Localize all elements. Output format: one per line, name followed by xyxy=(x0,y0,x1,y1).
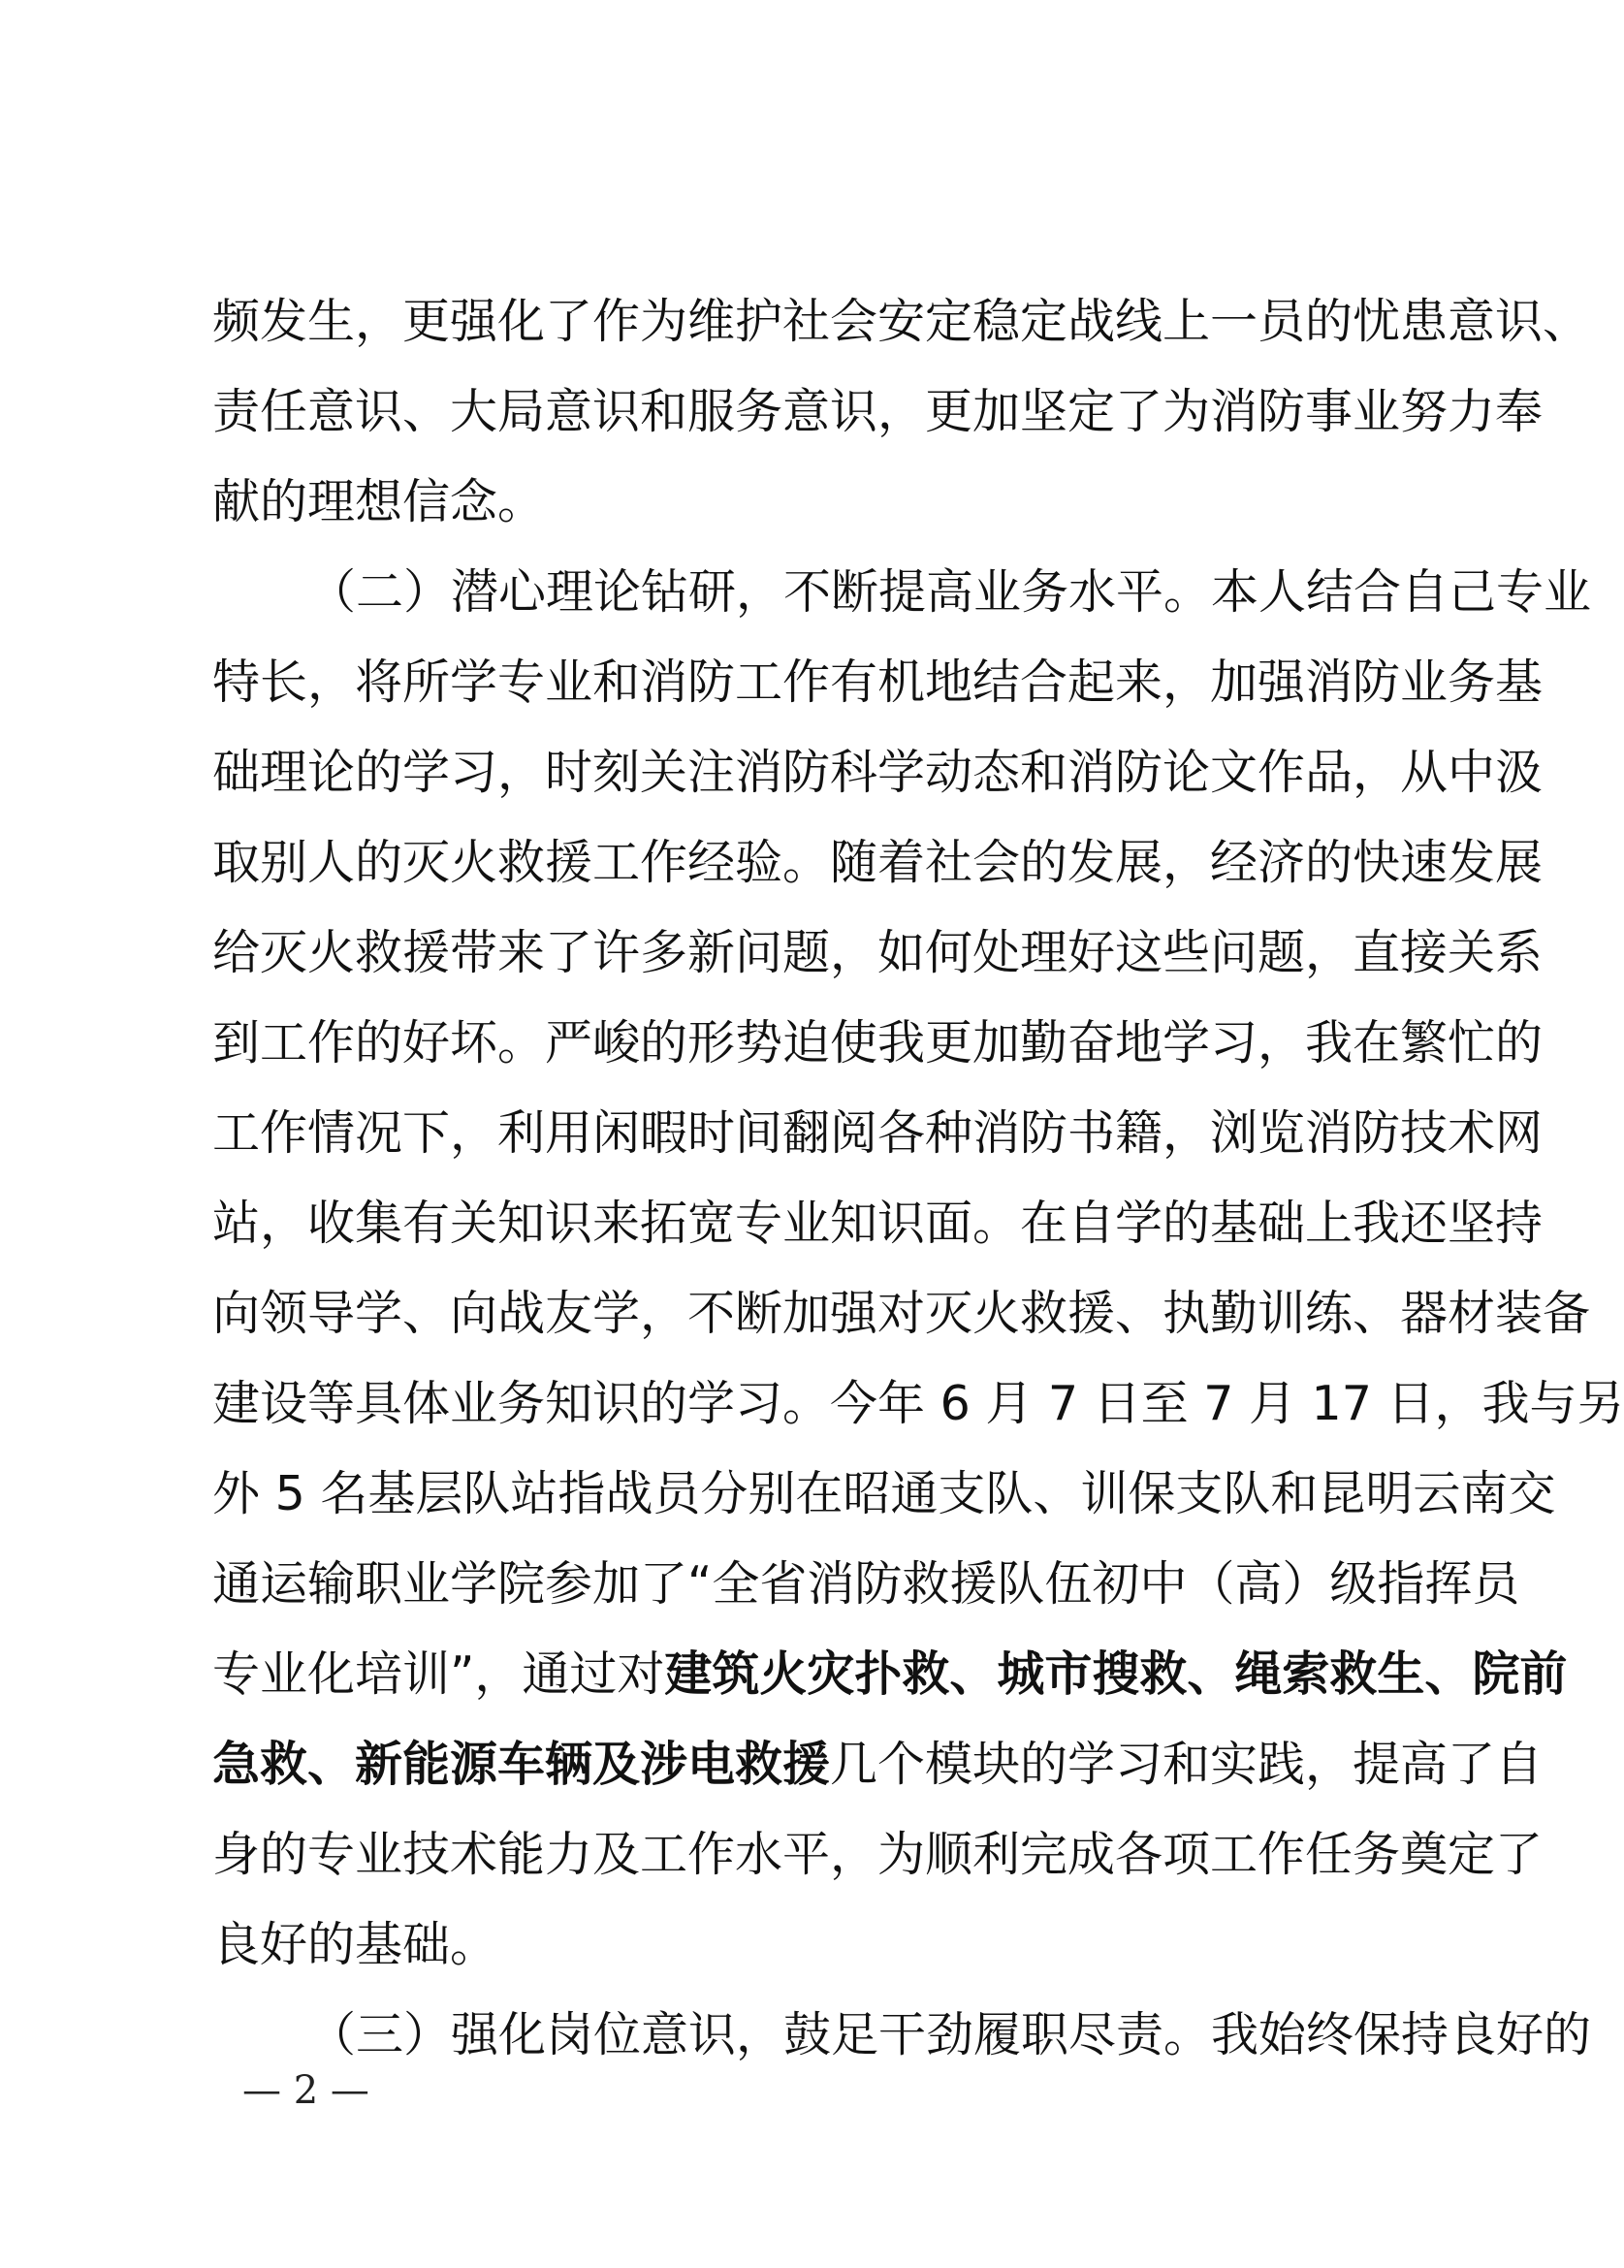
text-line: 向领导学、向战友学，不断加强对灭火救援、执勤训练、器材装备 xyxy=(212,1286,1591,1341)
text-line: 责任意识、大局意识和服务意识，更加坚定了为消防事业努力奉 xyxy=(212,384,1544,439)
paragraph-heading-line: （三）强化岗位意识，鼓足干劲履职尽责。我始终保持良好的 xyxy=(308,2007,1592,2062)
text-line-mixed xyxy=(212,1631,1568,1718)
text-run: 专业化培训”，通过对 xyxy=(212,1646,665,1702)
bold-text-run: 建筑火灾扑救、城市搜救、绳索救生、院前 xyxy=(664,1646,1568,1702)
text-line: 频发生，更强化了作为维护社会安定稳定战线上一员的忧患意识、 xyxy=(212,294,1591,349)
text-line: 站，收集有关知识来拓宽专业知识面。在自学的基础上我还坚持 xyxy=(212,1196,1544,1251)
bold-text-run: 急救、新能源车辆及涉电救援 xyxy=(212,1737,831,1792)
page-number: — 2 — xyxy=(242,2068,369,2113)
text-line: 献的理想信念。 xyxy=(212,474,546,529)
text-line: 通运输职业学院参加了“全省消防救援队伍初中（高）级指挥员 xyxy=(212,1556,1520,1612)
text-line: 到工作的好坏。严峻的形势迫使我更加勤奋地学习，我在繁忙的 xyxy=(212,1015,1544,1070)
text-line: 础理论的学习，时刻关注消防科学动态和消防论文作品，从中汲 xyxy=(212,745,1544,800)
text-line-mixed xyxy=(212,1721,1544,1808)
text-line: 外 5 名基层队站指战员分别在昭通支队、训保支队和昆明云南交 xyxy=(212,1466,1556,1521)
text-line: 工作情况下，利用闲暇时间翻阅各种消防书籍，浏览消防技术网 xyxy=(212,1105,1544,1161)
text-run: 几个模块的学习和实践，提高了自 xyxy=(830,1737,1544,1792)
text-line: 给灭火救援带来了许多新问题，如何处理好这些问题，直接关系 xyxy=(212,925,1544,980)
text-line: 良好的基础。 xyxy=(212,1917,498,1972)
text-line: 身的专业技术能力及工作水平，为顺利完成各项工作任务奠定了 xyxy=(212,1827,1544,1882)
text-line: 特长，将所学专业和消防工作有机地结合起来，加强消防业务基 xyxy=(212,655,1544,710)
text-line: 取别人的灭火救援工作经验。随着社会的发展，经济的快速发展 xyxy=(212,835,1544,890)
paragraph-heading-line: （二）潜心理论钻研，不断提高业务水平。本人结合自己专业 xyxy=(308,564,1592,620)
text-line: 建设等具体业务知识的学习。今年 6 月 7 日至 7 月 17 日，我与另 xyxy=(212,1376,1624,1431)
